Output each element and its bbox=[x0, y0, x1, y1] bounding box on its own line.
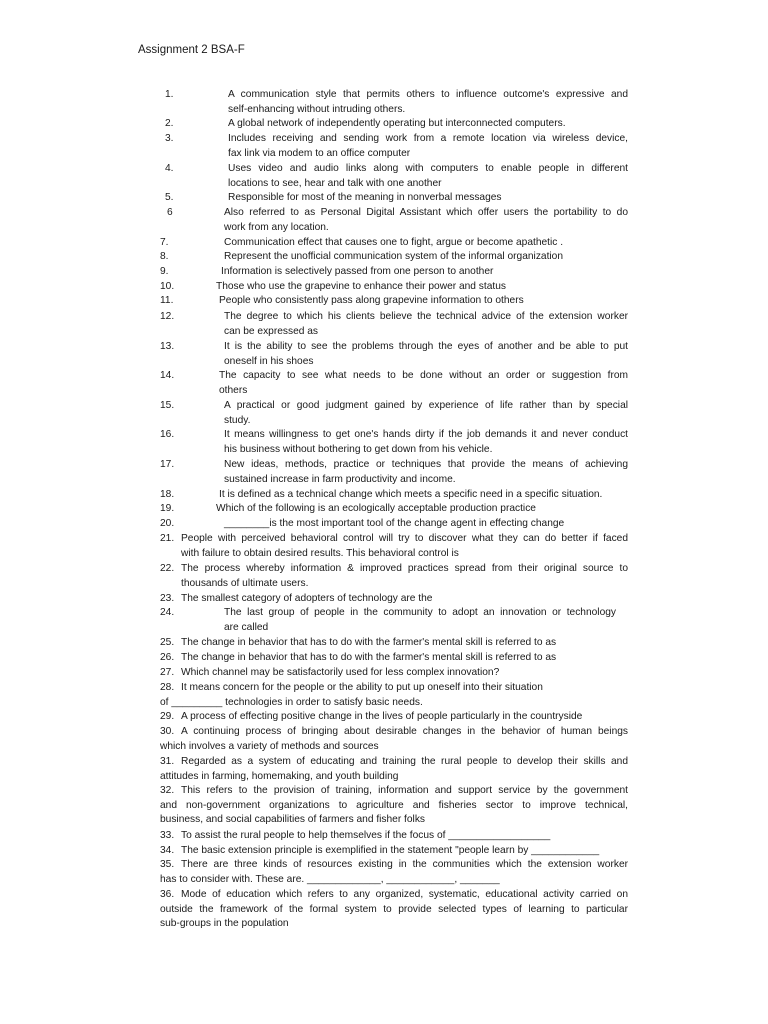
question-number: 31. bbox=[160, 756, 175, 767]
question-number: 7. bbox=[160, 237, 169, 248]
question-text-line: self-enhancing without intruding others. bbox=[228, 103, 406, 115]
question-number: 15. bbox=[160, 400, 175, 411]
question-text-line: A global network of independently operating but interconnected computers. bbox=[228, 118, 566, 129]
question-text-line: The basic extension principle is exemplified in the statement "people learn by ____________ bbox=[181, 845, 600, 856]
question-number: 26. bbox=[160, 652, 175, 663]
question-text-line: A practical or good judgment gained by experience of life rather than by special bbox=[224, 400, 628, 411]
question-text-line: Regarded as a system of educating and training the rural people to develop their skills and bbox=[181, 756, 628, 767]
question-text-line: Which of the following is an ecologically acceptable production practice bbox=[216, 503, 536, 514]
question-text-line: can be expressed as bbox=[224, 325, 319, 337]
question-text-line: with failure to obtain desired results. This behavioral control is bbox=[181, 547, 459, 559]
question-text-line: attitudes in farming, homemaking, and youth building bbox=[160, 770, 399, 782]
question-text-line: work from any location. bbox=[224, 221, 329, 233]
question-number: 17. bbox=[160, 459, 175, 470]
question-text-line: A continuing process of bringing about desirable changes in the behavior of human beings bbox=[181, 726, 628, 737]
question-text-line: It means concern for the people or the ability to put up oneself into their situation bbox=[181, 682, 543, 693]
question-text-line: study. bbox=[224, 414, 251, 426]
question-number: 20. bbox=[160, 518, 175, 529]
question-number: 16. bbox=[160, 429, 175, 440]
question-text-line: his business without bothering to get down from his vehicle. bbox=[224, 443, 493, 455]
question-number: 5. bbox=[165, 192, 174, 203]
question-text-line: The change in behavior that has to do with the farmer's mental skill is referred to as bbox=[181, 637, 557, 648]
question-number: 18. bbox=[160, 489, 175, 500]
question-text-line: thousands of ultimate users. bbox=[181, 577, 309, 589]
question-text-line: oneself in his shoes bbox=[224, 355, 314, 367]
question-text-line: Which channel may be satisfactorily used for less complex innovation? bbox=[181, 667, 500, 678]
question-text-line: fax link via modem to an office computer bbox=[228, 147, 411, 159]
question-text-line: The process whereby information & improved practices spread from their original source to bbox=[181, 563, 628, 574]
question-text-line: which involves a variety of methods and sources bbox=[160, 740, 379, 752]
question-text-line: The capacity to see what needs to be done without an order or suggestion from bbox=[219, 370, 628, 381]
question-number: 22. bbox=[160, 563, 175, 574]
question-text-line: ________is the most important tool of the change agent in effecting change bbox=[224, 518, 565, 529]
question-text-line: A process of effecting positive change in the lives of people particularly in the countryside bbox=[181, 711, 583, 722]
question-text-line: Responsible for most of the meaning in nonverbal messages bbox=[228, 192, 502, 203]
question-number: 27. bbox=[160, 667, 175, 678]
question-number: 23. bbox=[160, 593, 175, 604]
question-text-line: This refers to the provision of training, information and support service by the government bbox=[181, 785, 628, 796]
question-number: 25. bbox=[160, 637, 175, 648]
question-number: 12. bbox=[160, 311, 175, 322]
question-text-line: Communication effect that causes one to fight, argue or become apathetic . bbox=[224, 237, 564, 248]
question-text-line: It is the ability to see the problems through the eyes of another and be able to put bbox=[224, 341, 628, 352]
question-number: 30. bbox=[160, 726, 175, 737]
question-number: 14. bbox=[160, 370, 175, 381]
question-number: 11. bbox=[160, 295, 174, 306]
question-text-line: People who consistently pass along grapevine information to others bbox=[219, 295, 524, 306]
question-text-line: A communication style that permits others to influence outcome's expressive and bbox=[228, 89, 628, 100]
question-text-line: New ideas, methods, practice or techniques that provide the means of achieving bbox=[224, 459, 628, 470]
question-number: 6 bbox=[167, 207, 173, 218]
question-text-line: To assist the rural people to help themselves if the focus of __________________ bbox=[181, 830, 551, 841]
question-text-line: People with perceived behavioral control will try to discover what they can do better if faced bbox=[181, 533, 628, 544]
question-text-line: The smallest category of adopters of technology are the bbox=[181, 593, 433, 604]
question-number: 29. bbox=[160, 711, 175, 722]
question-text-line: and non-government organizations to agriculture and fisheries sector to improve technical, bbox=[160, 799, 628, 811]
question-number: 32. bbox=[160, 785, 175, 796]
question-number: 33. bbox=[160, 830, 175, 841]
question-number: 2. bbox=[165, 118, 174, 129]
question-number: 28. bbox=[160, 682, 175, 693]
question-number: 19. bbox=[160, 503, 175, 514]
question-number: 4. bbox=[165, 163, 174, 174]
question-text-line: of _________ technologies in order to satisfy basic needs. bbox=[160, 696, 423, 708]
question-number: 24. bbox=[160, 607, 175, 618]
question-text-line: Mode of education which refers to any organized, systematic, educational activity carried on bbox=[181, 889, 628, 900]
question-text-line: others bbox=[219, 384, 248, 396]
question-text-line: outside the framework of the formal system to provide selected types of learning to particular bbox=[160, 903, 628, 915]
question-text-line: The last group of people in the community to adopt an innovation or technology bbox=[224, 607, 616, 618]
question-number: 36. bbox=[160, 889, 175, 900]
question-text-line: Those who use the grapevine to enhance their power and status bbox=[216, 281, 506, 292]
question-text-line: has to consider with. These are. _____________, ____________, _______ bbox=[160, 873, 500, 885]
question-number: 3. bbox=[165, 133, 174, 144]
question-text-line: are called bbox=[224, 621, 269, 633]
question-number: 1. bbox=[165, 89, 174, 100]
question-number: 9. bbox=[160, 266, 169, 277]
question-text-line: There are three kinds of resources existing in the communities which the extension worker bbox=[181, 859, 628, 870]
question-number: 35. bbox=[160, 859, 175, 870]
question-text-line: Includes receiving and sending work from a remote location via wireless device, bbox=[228, 133, 628, 144]
question-text-line: It means willingness to get one's hands dirty if the job demands it and never conduct bbox=[224, 429, 628, 440]
question-text-line: Represent the unofficial communication system of the informal organization bbox=[224, 251, 564, 262]
question-text-line: It is defined as a technical change which meets a specific need in a specific situation. bbox=[219, 489, 603, 500]
question-number: 8. bbox=[160, 251, 169, 262]
question-text-line: locations to see, hear and talk with one another bbox=[228, 177, 442, 189]
question-text-line: The change in behavior that has to do with the farmer's mental skill is referred to as bbox=[181, 652, 557, 663]
question-text-line: sustained increase in farm productivity and income. bbox=[224, 473, 456, 485]
question-text-line: sub-groups in the population bbox=[160, 918, 289, 930]
question-text-line: The degree to which his clients believe the technical advice of the extension worker bbox=[224, 311, 628, 322]
question-text-line: business, and social capabilities of farmers and fisher folks bbox=[160, 814, 426, 826]
question-number: 10. bbox=[160, 281, 175, 292]
question-number: 13. bbox=[160, 341, 175, 352]
question-number: 34. bbox=[160, 845, 175, 856]
question-text-line: Information is selectively passed from one person to another bbox=[221, 266, 494, 277]
question-number: 21. bbox=[160, 533, 175, 544]
page-title: Assignment 2 BSA-F bbox=[138, 44, 245, 56]
question-text-line: Also referred to as Personal Digital Assistant which offer users the portability to do bbox=[224, 207, 628, 218]
question-text-line: Uses video and audio links along with computers to enable people in different bbox=[228, 163, 628, 174]
